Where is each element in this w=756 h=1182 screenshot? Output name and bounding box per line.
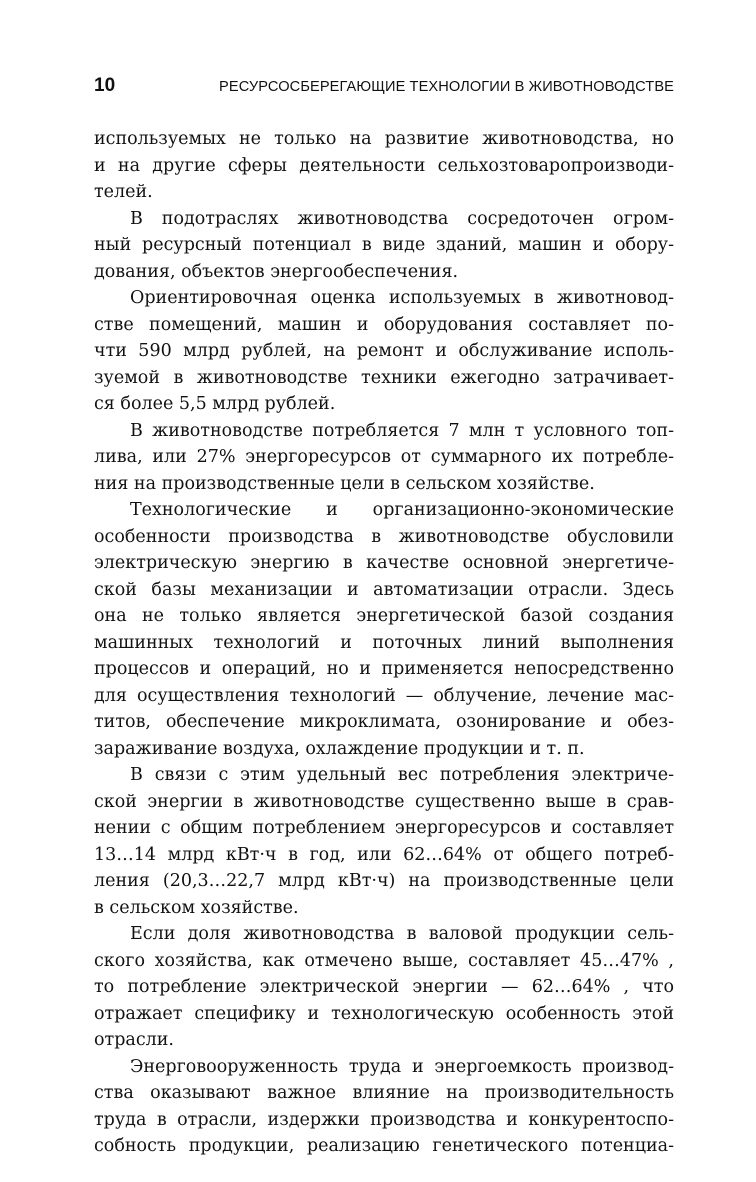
text-line: и на другие сферы деятельности сельхозтоваропроизводи- — [94, 155, 674, 176]
text-line: ния на производственные цели в сельском хозяйстве. — [94, 473, 595, 494]
text-line: зараживание воздуха, охлаждение продукции и т. п. — [94, 738, 585, 759]
text-line: собность продукции, реализацию генетического потенциа- — [94, 1136, 674, 1156]
text-line: Если доля животноводства в валовой продукции сель- — [130, 924, 674, 944]
paragraph-6 — [94, 762, 674, 921]
page-number: 10 — [94, 75, 116, 96]
text-line: труда в отрасли, издержки производства и конкурентоспо- — [94, 1109, 674, 1130]
paragraph-1 — [94, 126, 674, 206]
text-line: 13…14 млрд кВт·ч в год, или 62…64% от общего потреб- — [94, 844, 674, 865]
text-line: машинных технологий и поточных линий выполнения — [94, 632, 674, 653]
text-line: процессов и операций, но и применяется непосредственно — [94, 659, 674, 679]
text-line: ный ресурсный потенциал в виде зданий, машин и обору- — [94, 235, 674, 255]
text-line: стве помещений, машин и оборудования составляет по- — [94, 314, 674, 335]
text-line: В животноводстве потребляется 7 млн т условного топ- — [130, 420, 674, 441]
text-line: то потребление электрической энергии — 62…64% , что — [94, 977, 674, 997]
text-line: используемых не только на развитие животноводства, но — [94, 129, 674, 149]
text-line: отрасли. — [94, 1030, 174, 1050]
text-line: зуемой в животноводстве техники ежегодно затрачивает- — [94, 367, 674, 388]
body-text — [94, 126, 674, 1160]
text-line: Технологические и организационно-экономические — [130, 500, 674, 520]
text-line: электрическую энергию в качестве основной энергетиче- — [94, 553, 674, 573]
text-line: ской энергии в животноводстве существенно выше в срав- — [94, 791, 674, 812]
text-line: ся более 5,5 млрд рублей. — [94, 394, 336, 414]
page-header — [94, 72, 674, 102]
running-title: РЕСУРСОСБЕРЕГАЮЩИЕ ТЕХНОЛОГИИ В ЖИВОТНОВОДСТВЕ — [219, 79, 674, 95]
text-line: ского хозяйства, как отмечено выше, составляет 45…47% , — [94, 950, 674, 971]
text-line: титов, обеспечение микроклимата, озонирование и обез- — [94, 712, 674, 732]
text-line: ления (20,3…22,7 млрд кВт·ч) на производственные цели — [94, 871, 674, 891]
paragraph-2 — [94, 206, 674, 286]
paragraph-3 — [94, 285, 674, 418]
text-line: В связи с этим удельный вес потребления электриче- — [130, 765, 674, 785]
text-line: В подотраслях животноводства сосредоточен огром- — [130, 208, 674, 229]
text-line: ства оказывают важное влияние на производительность — [94, 1083, 674, 1103]
paragraph-5 — [94, 497, 674, 762]
text-line: она не только является энергетической базой создания — [94, 606, 674, 626]
text-line: лива, или 27% энергоресурсов от суммарного их потребле- — [94, 447, 674, 467]
text-line: Энерговооруженность труда и энергоемкость производ- — [130, 1056, 674, 1077]
text-line: отражает специфику и технологическую особенность этой — [94, 1003, 674, 1024]
text-line: нении с общим потреблением энергоресурсов и составляет — [94, 818, 674, 838]
paragraph-7 — [94, 921, 674, 1054]
text-line: Ориентировочная оценка используемых в животновод- — [130, 288, 674, 308]
text-line: дования, объектов энергообеспечения. — [94, 261, 459, 282]
paragraph-8 — [94, 1054, 674, 1160]
text-line: ской базы механизации и автоматизации отрасли. Здесь — [94, 579, 674, 600]
text-line: особенности производства в животноводстве обусловили — [94, 526, 674, 547]
text-line: в сельском хозяйстве. — [94, 897, 299, 918]
text-line: телей. — [94, 182, 153, 202]
paragraph-4 — [94, 418, 674, 498]
text-line: для осуществления технологий — облучение, лечение мас- — [94, 685, 674, 706]
text-line: чти 590 млрд рублей, на ремонт и обслуживание исполь- — [94, 341, 674, 361]
